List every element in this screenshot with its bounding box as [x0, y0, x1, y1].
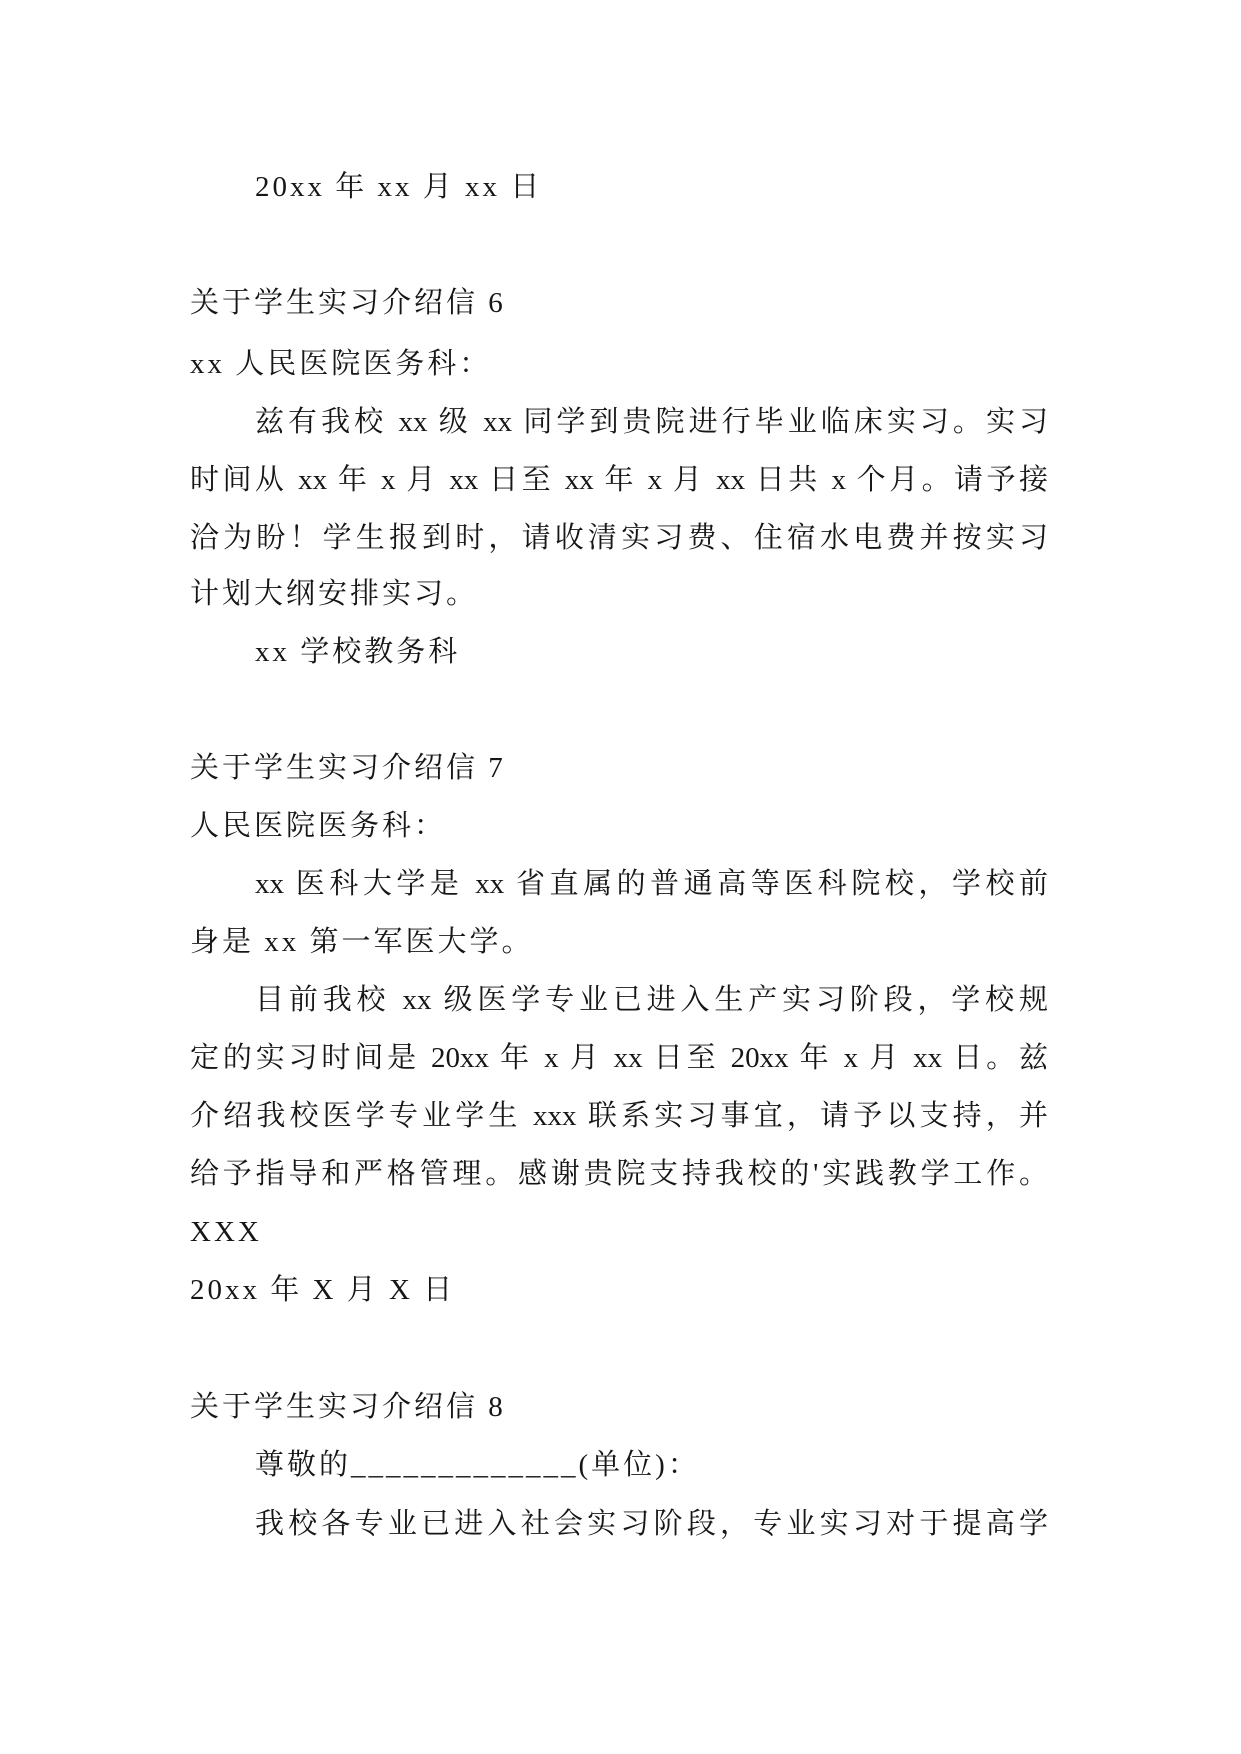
- letter-title: 关于学生实习介绍信 8: [190, 1391, 506, 1423]
- letter-signature: XXX: [190, 1216, 262, 1248]
- body-line: 身是 xx 第一军医大学。: [190, 926, 534, 958]
- letter-salutation: 人民医院医务科：: [190, 810, 447, 842]
- letter-salutation: 尊敬的_____________(单位)：: [255, 1449, 700, 1481]
- body-line: 时间从 xx 年 x 月 xx 日至 xx 年 x 月 xx 日共 x 个月。请予接: [190, 464, 1048, 496]
- body-line: 兹有我校 xx 级 xx 同学到贵院进行毕业临床实习。实习: [255, 406, 1048, 438]
- body-line: 洽为盼！学生报到时，请收清实习费、住宿水电费并按实习: [190, 522, 1048, 554]
- letter-title: 关于学生实习介绍信 7: [190, 752, 506, 784]
- letter-date: 20xx 年 X 月 X 日: [190, 1274, 456, 1306]
- letter-signature: xx 学校教务科: [255, 636, 461, 668]
- letter-salutation: xx 人民医院医务科：: [190, 348, 492, 380]
- body-line: 目前我校 xx 级医学专业已进入生产实习阶段，学校规: [255, 984, 1048, 1016]
- body-line: xx 医科大学是 xx 省直属的普通高等医科院校，学校前: [255, 868, 1048, 900]
- body-line: 定的实习时间是 20xx 年 x 月 xx 日至 20xx 年 x 月 xx 日。兹: [190, 1042, 1048, 1074]
- body-line: 介绍我校医学专业学生 xxx 联系实习事宜，请予以支持，并: [190, 1100, 1048, 1132]
- body-line: 计划大纲安排实习。: [190, 578, 479, 610]
- letter-title: 关于学生实习介绍信 6: [190, 287, 506, 319]
- body-line: 我校各专业已进入社会实习阶段，专业实习对于提高学: [255, 1508, 1048, 1540]
- body-line: 给予指导和严格管理。感谢贵院支持我校的'实践教学工作。: [190, 1158, 1048, 1190]
- previous-letter-date: 20xx 年 xx 月 xx 日: [255, 171, 543, 203]
